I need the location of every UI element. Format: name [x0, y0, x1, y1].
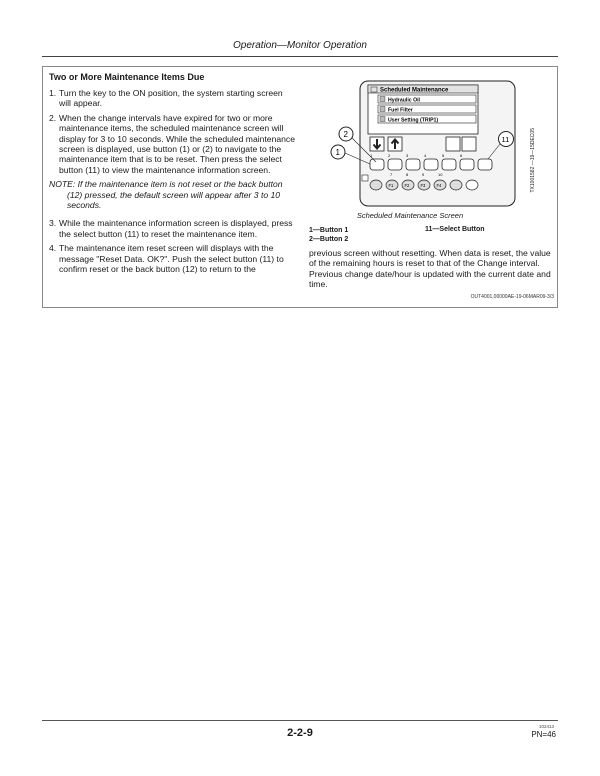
fkey-label: F4 — [436, 183, 442, 188]
step-number: 1. — [49, 88, 57, 98]
key-indicator — [362, 175, 368, 181]
select-icon — [446, 137, 460, 151]
section-title: Two or More Maintenance Items Due — [49, 72, 205, 82]
step-text: Turn the key to the ON position, the system starting screen will appear. — [59, 88, 283, 109]
oil-icon — [380, 97, 385, 102]
button-number: 1 — [370, 153, 373, 158]
button-3 — [406, 159, 420, 170]
running-header: Operation—Monitor Operation — [233, 40, 367, 51]
step-number: 4. — [49, 243, 57, 254]
button-5 — [442, 159, 456, 170]
step-2 — [49, 113, 297, 175]
document-id: OUT4001,00000AE-19-06MAR09-3/3 — [470, 294, 554, 300]
callout-label: 2 — [343, 130, 348, 139]
function-number: 8 — [406, 172, 409, 177]
function-number: 9 — [422, 172, 425, 177]
step-text: The maintenance item reset screen will displays with the message "Reset Data. OK?". Push the select button (11) to confirm reset or the back button (12) to return to the — [59, 243, 284, 275]
back-icon — [462, 137, 476, 151]
button-1 — [370, 159, 384, 170]
step-1 — [49, 88, 297, 109]
figure-legend-right: 11—Select Button — [425, 226, 485, 233]
menu-item-label: Fuel Filter — [388, 107, 413, 114]
fkey-label: F2 — [404, 183, 410, 188]
button-6 — [460, 159, 474, 170]
header-rule — [42, 56, 558, 57]
button-number: 6 — [460, 153, 463, 158]
footer-code: 102413 — [538, 724, 554, 729]
filter-icon — [380, 107, 385, 112]
display-key — [450, 180, 462, 190]
monitor-figure — [335, 79, 528, 213]
fkey-label: F1 — [388, 183, 394, 188]
button-number: 3 — [406, 153, 409, 158]
right-column-text: previous screen without resetting. When data is reset, the value of the remaining hours is reset to that of the Change interval. Previous change date/hour is updated with the current date and time. — [309, 248, 551, 290]
note: NOTE: If the maintenance item is not reset or the back button (12) pressed, the default screen will appear after 3 to 10 seconds. — [49, 179, 283, 211]
button-2 — [388, 159, 402, 170]
step-text: When the change intervals have expired for two or more maintenance items, the scheduled maintenance screen will display for 3 to 10 seconds. While the scheduled maintenance screen is displayed, use button (1) or (2) to navigate to the maintenance item that is to be reset. Then press the select button (11) to view the maintenance information screen. — [59, 112, 295, 175]
step-3 — [49, 218, 297, 239]
figure-caption: Scheduled Maintenance Screen — [356, 211, 464, 220]
step-4 — [49, 243, 297, 274]
footer-rule — [42, 720, 558, 721]
left-column — [49, 88, 297, 279]
legend-item: 2—Button 2 — [309, 236, 349, 243]
button-number: 5 — [442, 153, 445, 158]
fkey-label: F3 — [420, 183, 426, 188]
function-number: 10 — [438, 172, 443, 177]
legend-item: 1—Button 1 — [309, 227, 349, 234]
step-number: 3. — [49, 218, 57, 229]
menu-item-label: User Setting (TRIP1) — [388, 117, 439, 124]
step-number: 2. — [49, 112, 57, 123]
menu-item-label: Hydraulic Oil — [388, 97, 420, 104]
page-number: 2-2-9 — [287, 727, 313, 739]
button-4 — [424, 159, 438, 170]
function-number: 7 — [390, 172, 393, 177]
step-text: While the maintenance information screen is displayed, press the select button (11) to reset the maintenance item. — [59, 218, 293, 239]
button-number: 2 — [388, 153, 391, 158]
figure-id: TX1001582 —19—15DEC05 — [530, 128, 536, 193]
user-icon — [380, 117, 385, 122]
callout-label: 11 — [501, 135, 510, 144]
figure-legend — [309, 226, 348, 244]
callout-label: 1 — [335, 148, 340, 157]
select-button-11 — [478, 159, 492, 170]
menu-key — [370, 180, 382, 190]
back-key — [466, 180, 478, 190]
screen-title: Scheduled Maintenance — [380, 87, 449, 94]
button-number: 4 — [424, 153, 427, 158]
pn-number: PN=46 — [531, 730, 556, 739]
